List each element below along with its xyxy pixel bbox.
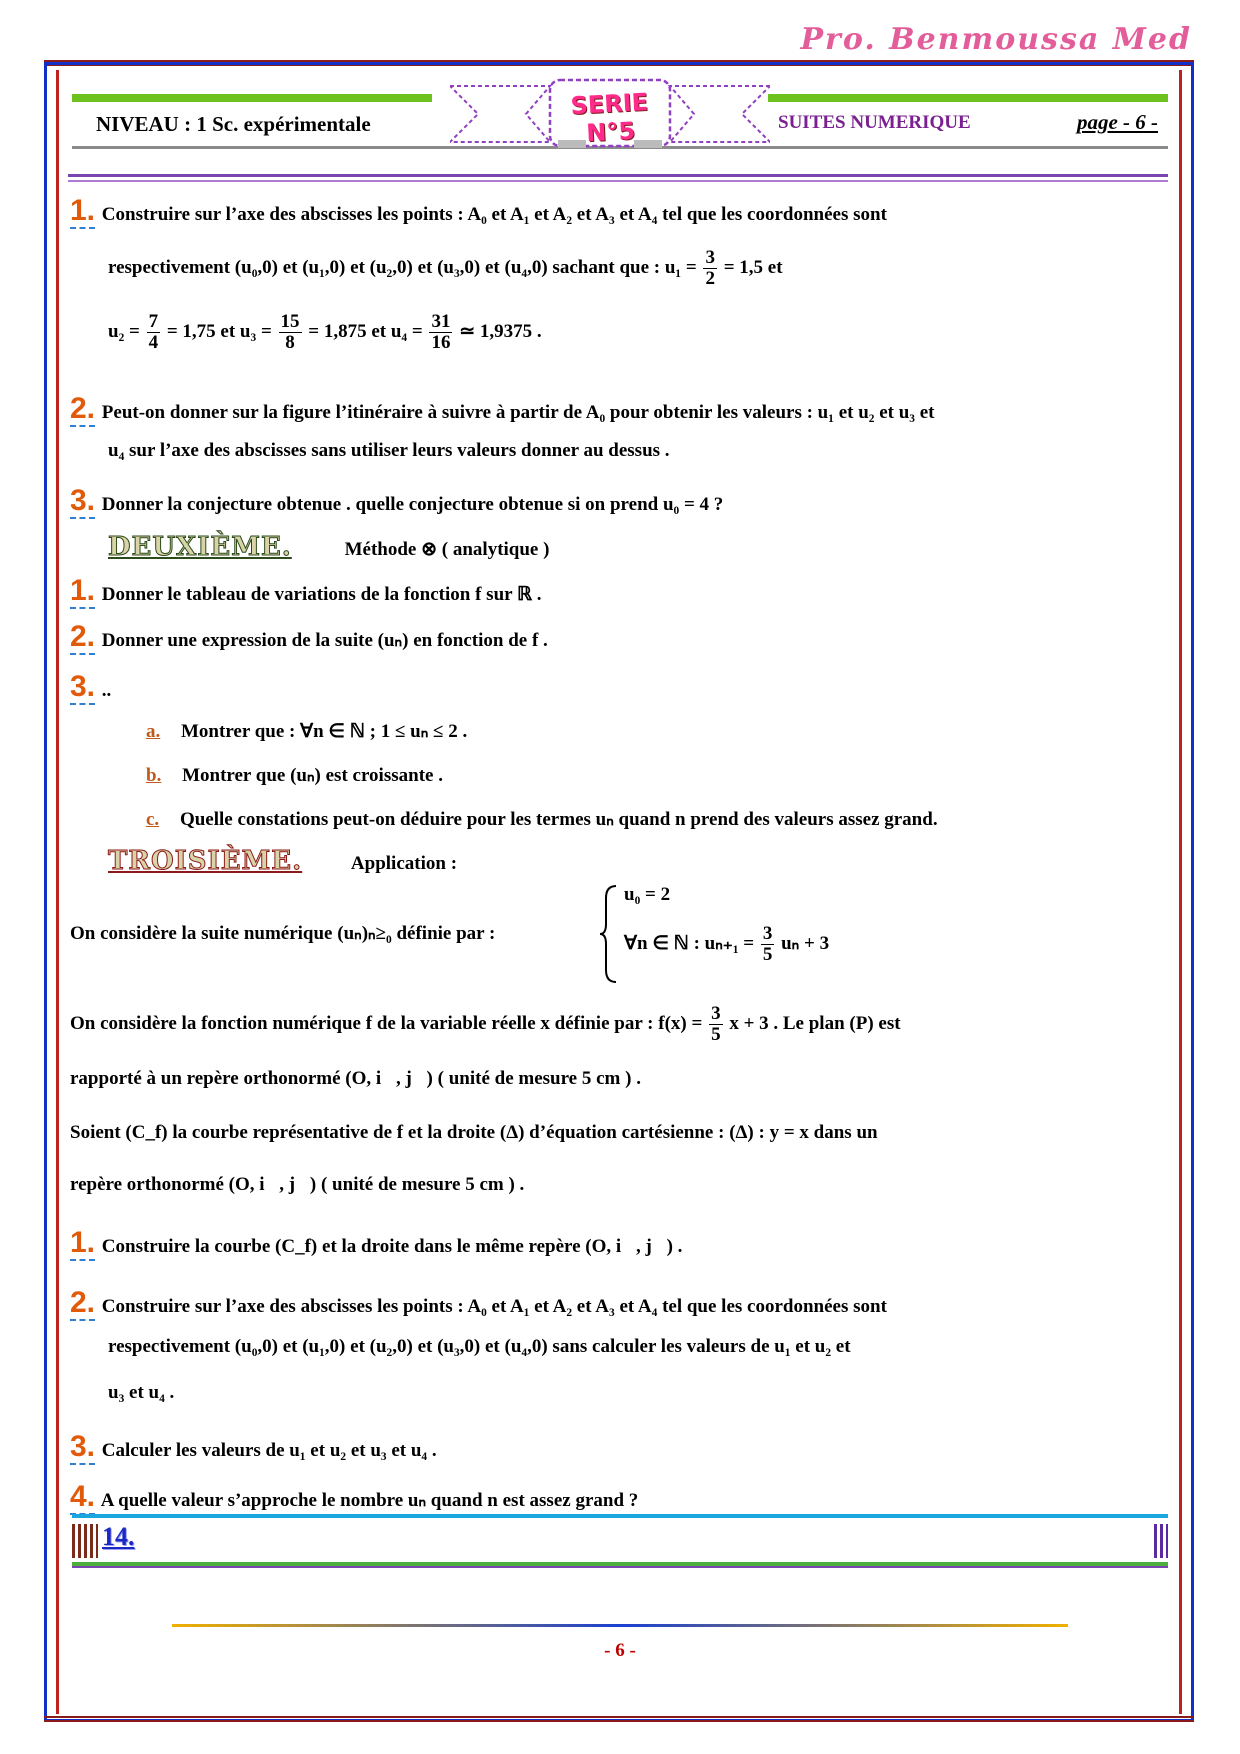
fraction-7-4 <box>147 312 161 353</box>
numerator: 3 <box>705 247 715 268</box>
question-number: 2. <box>70 620 96 653</box>
fraction-3-2 <box>703 248 717 289</box>
part3-question-2-line2: respectivement (u₀,0) et (u₁,0) et (u₂,0) et (u₃,0) et (u₄,0) sans calculer les valeurs de u₁ et u₂ et <box>108 1336 851 1357</box>
part1-question-1-line2 <box>108 248 783 289</box>
fraction-3-5 <box>761 924 775 965</box>
part2-question-3 <box>70 672 111 702</box>
question-number: 3. <box>70 670 96 703</box>
part1-question-3 <box>70 486 723 516</box>
question-number: 1. <box>70 194 96 227</box>
question-text: .. <box>101 680 112 701</box>
denominator: 8 <box>285 331 295 353</box>
question-number: 4. <box>70 1480 96 1513</box>
part3-question-4 <box>70 1482 638 1512</box>
question-text: Peut-on donner sur la figure l’itinéraire à suivre à partir de A₀ pour obtenir les valeurs : u₁ et u₂ et u₃ et <box>101 402 935 423</box>
soient-line: Soient (C_f) la courbe représentative de f et la droite (Δ) d’équation cartésienne : (Δ) : y = x dans un <box>70 1122 878 1143</box>
brace-icon <box>600 884 620 984</box>
question-number: 3. <box>70 1430 96 1463</box>
u2-value: = 1,75 et u₃ = <box>166 320 272 342</box>
fraction-31-16 <box>429 312 452 353</box>
part3-question-2 <box>70 1288 887 1318</box>
system-line-2 <box>624 924 829 965</box>
part2-question-2 <box>70 622 548 652</box>
denominator: 4 <box>148 331 159 353</box>
serie-title: SERIE N°5 <box>569 88 649 148</box>
system-line-1: u₀ = 2 <box>624 884 671 905</box>
numerator: 15 <box>280 311 300 332</box>
part1-question-1 <box>70 196 887 226</box>
function-text: x + 3 . Le plan (P) est <box>729 1012 901 1034</box>
exercise-number: 14. <box>102 1522 135 1551</box>
question-number: 2. <box>70 392 96 425</box>
header-separator-thin <box>68 180 1168 182</box>
numerator: 31 <box>431 311 451 332</box>
question-number: 1. <box>70 574 96 607</box>
question-text: Calculer les valeurs de u₁ et u₂ et u₃ et u₄ . <box>101 1440 437 1461</box>
header-bar-right <box>768 94 1168 102</box>
sub-label: b. <box>146 765 162 786</box>
u4-value: ≃ 1,9375 . <box>459 320 542 342</box>
author-signature: Pro. Benmoussa Med <box>800 22 1192 57</box>
serie-banner <box>450 78 770 150</box>
footer-page-number: - 6 - <box>604 1640 636 1661</box>
denominator: 5 <box>711 1023 721 1045</box>
part3-heading <box>108 846 457 876</box>
sub-label: c. <box>146 809 160 830</box>
u3-value: = 1,875 et u₄ = <box>308 320 423 342</box>
sub-label: a. <box>146 721 161 742</box>
recurrence-lhs: ∀n ∈ ℕ : uₙ₊₁ = <box>624 932 755 954</box>
footer-rule <box>172 1624 1068 1627</box>
sub-text: Quelle constations peut-on déduire pour les termes uₙ quand n prend des valeurs assez grand. <box>179 809 938 830</box>
level-label: NIVEAU : 1 Sc. expérimentale <box>96 112 371 136</box>
numerator: 3 <box>711 1003 721 1024</box>
question-text: respectivement (u₀,0) et (u₁,0) et (u₂,0) et (u₃,0) et (u₄,0) sachant que : u₁ = <box>108 256 697 278</box>
part1-question-2-line2: u₄ sur l’axe des abscisses sans utiliser leurs valeurs donner au dessus . <box>108 440 670 461</box>
part3-question-1 <box>70 1228 682 1258</box>
part2-subquestion-b <box>146 764 443 787</box>
denominator: 16 <box>431 331 451 353</box>
u2-label: u₂ = <box>108 320 140 342</box>
question-number: 1. <box>70 1226 96 1259</box>
function-definition <box>70 1004 901 1045</box>
part3-question-2-line3: u₃ et u₄ . <box>108 1382 175 1403</box>
question-text: A quelle valeur s’approche le nombre uₙ quand n est assez grand ? <box>100 1490 639 1511</box>
sub-text: Montrer que (uₙ) est croissante . <box>182 765 443 786</box>
page-header <box>72 88 1168 150</box>
part2-subquestion-a <box>146 720 467 743</box>
sequence-definition-text: On considère la suite numérique (uₙ)ₙ≥₀ définie par : <box>70 923 496 944</box>
method-label: Méthode ⊗ ( analytique ) <box>344 539 550 560</box>
part2-subquestion-c <box>146 808 938 831</box>
question-text: Donner la conjecture obtenue . quelle conjecture obtenue si on prend u₀ = 4 ? <box>101 494 724 515</box>
section-title: DEUXIÈME. <box>108 532 292 562</box>
question-number: 2. <box>70 1286 96 1319</box>
denominator: 2 <box>705 267 715 289</box>
denominator: 5 <box>762 943 773 965</box>
question-text: Construire sur l’axe des abscisses les points : A₀ et A₁ et A₂ et A₃ et A₄ tel que les coordonnées sont <box>101 1296 887 1317</box>
numerator: 7 <box>148 311 159 332</box>
sub-text: Montrer que : ∀n ∈ ℕ ; 1 ≤ uₙ ≤ 2 . <box>181 721 468 742</box>
fraction-3-5 <box>709 1004 723 1045</box>
repere-line-2: repère orthonormé (O, i⃗, j⃗) ( unité de mesure 5 cm ) . <box>70 1174 525 1195</box>
frame-bottom-rule <box>44 1716 1194 1722</box>
section-title: TROISIÈME. <box>108 846 303 876</box>
band-bottom-rule <box>72 1562 1168 1568</box>
question-text: Construire sur l’axe des abscisses les points : A₀ et A₁ et A₂ et A₃ et A₄ tel que les coordonnées sont <box>101 204 887 225</box>
topic-label: SUITES NUMERIQUE <box>778 112 971 133</box>
question-text: Construire la courbe (C_f) et la droite dans le même repère (O, i⃗, j⃗) . <box>101 1236 683 1257</box>
header-separator <box>68 174 1168 177</box>
fraction-15-8 <box>279 312 302 353</box>
repere-line: rapporté à un repère orthonormé (O, i⃗, j⃗) ( unité de mesure 5 cm ) . <box>70 1068 641 1089</box>
part3-question-3 <box>70 1432 437 1462</box>
header-bar-left <box>72 94 432 102</box>
question-text: = 1,5 et <box>723 256 783 278</box>
part2-question-1 <box>70 576 542 606</box>
next-exercise-band <box>72 1514 1168 1566</box>
band-left-bars <box>72 1524 98 1558</box>
band-top-rule <box>72 1514 1168 1518</box>
function-text: On considère la fonction numérique f de la variable réelle x définie par : f(x) = <box>70 1012 703 1034</box>
band-right-bars <box>1154 1524 1168 1558</box>
recurrence-rhs: uₙ + 3 <box>781 932 830 954</box>
question-text: Donner une expression de la suite (uₙ) en fonction de f . <box>101 630 548 651</box>
part1-question-1-line3 <box>108 312 542 353</box>
part1-question-2 <box>70 394 935 424</box>
question-number: 3. <box>70 484 96 517</box>
part2-heading <box>108 532 549 562</box>
numerator: 3 <box>762 923 773 944</box>
question-text: Donner le tableau de variations de la fonction f sur ℝ . <box>101 584 542 605</box>
application-label: Application : <box>350 853 458 874</box>
page-label: page - 6 - <box>1076 110 1158 134</box>
